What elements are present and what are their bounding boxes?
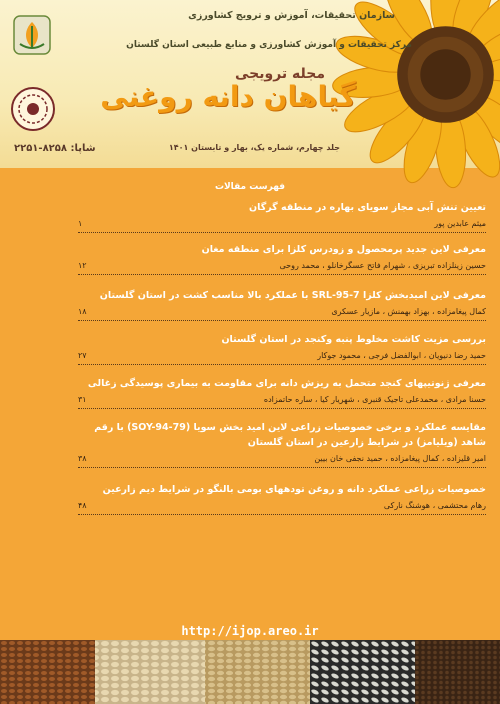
article-page: ۱۲ bbox=[78, 261, 87, 270]
journal-title: گیاهان دانه روغنی bbox=[100, 80, 356, 113]
organization-name: سازمان تحقیقات، آموزش و ترویج کشاورزی bbox=[188, 10, 395, 21]
cover-header bbox=[0, 0, 500, 168]
article-title: بررسی مزیت کاشت مخلوط پنبه وکنجد در استان گلستان bbox=[221, 334, 486, 345]
article-authors: حسین زینلزاده تبریزی ، شهرام فاتح عسگرخانلو ، محمد روحی ۱۲ bbox=[78, 260, 486, 275]
oilseed-photo-strip bbox=[0, 640, 500, 704]
article-authors: حمید رضا دنیویان ، ابوالفضل فرجی ، محمود جوکار ۲۷ bbox=[78, 350, 486, 365]
article-title: مقایسه عملکرد و برخی خصوصیات زراعی لاین امید بخش سویا (SOY-94-79) با رقم شاهد (ویلیامز) در شرایط زارعین در استان گلستان bbox=[94, 422, 486, 448]
article-page: ۱ bbox=[78, 219, 83, 228]
toc-entry[interactable] bbox=[78, 482, 486, 515]
article-authors: رهام محتشمی ، هوشنگ نارکی ۴۸ bbox=[78, 500, 486, 515]
article-page: ۱۸ bbox=[78, 307, 87, 316]
golestan-center-seal-icon bbox=[10, 86, 56, 132]
article-title: خصوصیات زراعی عملکرد دانه و روغن تودههای بومی بالنگو در شرایط دیم زارعین bbox=[102, 484, 486, 495]
issn: شاپا: ۸۲۵۸-۲۲۵۱ bbox=[14, 143, 96, 154]
issue-info: جلد چهارم، شماره یک، بهار و تابستان ۱۴۰۱ bbox=[168, 143, 340, 152]
toc-entry[interactable] bbox=[78, 332, 486, 365]
toc-entry[interactable] bbox=[78, 420, 486, 468]
research-center-name: مرکز تحقیقات و آموزش کشاورزی و منابع طبیعی استان گلستان bbox=[126, 40, 412, 50]
journal-label: مجله ترویجی bbox=[234, 66, 325, 82]
toc-entry[interactable] bbox=[78, 376, 486, 409]
article-authors: حسنا مرادی ، محمدعلی تاجیک قنبری ، شهریار کیا ، ساره حاتمزاده ۳۱ bbox=[78, 394, 486, 409]
article-page: ۳۸ bbox=[78, 454, 87, 463]
toc-heading: فهرست مقالات bbox=[214, 182, 286, 192]
article-title: تعیین تنش آبی مجاز سویای بهاره در منطقه گرگان bbox=[249, 202, 486, 213]
article-title: معرفی ژنوتیپهای کنجد متحمل به ریزش دانه برای مقاومت به بیماری پوسیدگی زغالی bbox=[87, 378, 486, 389]
article-authors: امیر قلیزاده ، کمال پیغامزاده ، حمید نجفی خان بیین ۳۸ bbox=[78, 453, 486, 468]
agricultural-research-logo-icon bbox=[12, 14, 52, 56]
table-of-contents bbox=[0, 168, 500, 618]
article-page: ۳۱ bbox=[78, 395, 87, 404]
toc-entry[interactable] bbox=[78, 288, 486, 321]
article-page: ۴۸ bbox=[78, 501, 87, 510]
toc-entry[interactable] bbox=[78, 200, 486, 233]
toc-entry[interactable] bbox=[78, 242, 486, 275]
article-page: ۲۷ bbox=[78, 351, 87, 360]
journal-url-link[interactable]: http://ijop.areo.ir bbox=[181, 624, 319, 638]
article-authors: میثم عابدین پور ۱ bbox=[78, 218, 486, 233]
article-title: معرفی لاین جدید پرمحصول و زودرس کلزا برای منطقه مغان bbox=[201, 244, 486, 255]
article-title: معرفی لاین امیدبخش کلزا SRL-95-7 با عملکرد بالا مناسب کشت در استان گلستان bbox=[99, 290, 486, 301]
article-authors: کمال پیغامزاده ، بهزاد بهمنش ، مازیار عسکری ۱۸ bbox=[78, 306, 486, 321]
